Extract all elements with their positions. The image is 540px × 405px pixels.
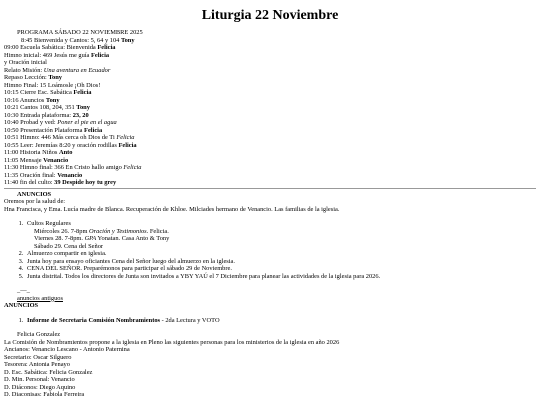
program-line-text: 11:00 Historia Niños bbox=[4, 149, 59, 156]
list-item bbox=[25, 250, 536, 258]
program-line-text: Relato Misión: bbox=[4, 66, 44, 74]
list-item bbox=[25, 220, 536, 250]
subitem-text: . Felicia. bbox=[146, 227, 169, 235]
program-line-bold: Felicia bbox=[73, 89, 92, 96]
program-line-italic: Felicia bbox=[123, 164, 142, 171]
program-line-text: Repaso Lección: bbox=[4, 74, 49, 81]
program-line-text: y Oración inicial bbox=[4, 59, 47, 66]
program-line-bold: Tony bbox=[120, 36, 135, 44]
program-line bbox=[4, 179, 536, 187]
program-line-text: 10:30 Entrada plataforma: bbox=[4, 111, 73, 119]
program-line-text: Himno inicial: 469 Jesús me guía bbox=[4, 51, 91, 59]
program-line-text: Himno Final: 15 Loámosle ¡Oh Dios! bbox=[4, 81, 101, 89]
program-line bbox=[4, 164, 536, 172]
program-line-text: 11:35 Oración final: bbox=[4, 171, 58, 179]
program-line-text: 10:16 Anuncios bbox=[4, 96, 46, 104]
list-item bbox=[25, 265, 536, 273]
program-line-bold: Felicia bbox=[97, 44, 116, 51]
program-line-text: 10:51 Himno: 446 Más cerca oh Dios de Ti bbox=[4, 134, 117, 141]
divider bbox=[4, 188, 536, 189]
announcements-heading: ANUNCIOS bbox=[17, 190, 52, 198]
subitem-text: Viernes 28. 7-8pm. bbox=[34, 235, 85, 242]
subitem-text: Yonatan. Casa Anto & Tony bbox=[96, 235, 170, 242]
program-line-bold: Venancio bbox=[43, 156, 69, 164]
list-item-text: Almuerzo compartir en iglesia. bbox=[27, 250, 107, 257]
program-line-text: 10:21 Cantos 108, 204, 351 bbox=[4, 104, 77, 111]
program-line bbox=[4, 127, 536, 135]
program-line-bold: Tony bbox=[76, 104, 90, 111]
program-line bbox=[4, 52, 536, 60]
list-item-text: Junta distrital. Todos los directores de Junta son invitados a YBY YAÚ el 7 Diciembre para planear las actividades de la iglesia para 2026. bbox=[27, 272, 381, 280]
program-line bbox=[4, 112, 536, 120]
program-line bbox=[4, 134, 536, 142]
program-list bbox=[4, 37, 536, 187]
program-heading: PROGRAMA SÁBADO 22 NOVIEMBRE 2025 bbox=[17, 29, 143, 36]
program-line-italic: Una aventura en Ecuador bbox=[43, 66, 111, 74]
program-line-text: 10:40 Probad y ved: bbox=[4, 119, 58, 126]
program-line-bold: Felicia bbox=[90, 51, 110, 59]
program-line bbox=[4, 97, 536, 105]
program-line bbox=[4, 157, 536, 165]
spacer bbox=[4, 310, 536, 317]
program-line-text: 09:00 Escuela Sabática: Bienvenida bbox=[4, 44, 98, 51]
program-line-italic: Poner el pie en el agua bbox=[57, 119, 117, 126]
list-item-text: CENA DEL SEÑOR. Preparémonos para participar el sábado 29 de Noviembre. bbox=[27, 265, 232, 272]
list-item bbox=[25, 317, 536, 325]
program-line bbox=[4, 104, 536, 112]
commission-list bbox=[4, 317, 536, 325]
pray-text: Hna Francisca, y Ema. Lucía madre de Blanca. Recuperación de Khloe. Milciades hermano de Venancio. Las familias de la iglesia. bbox=[4, 205, 340, 213]
program-line bbox=[4, 119, 536, 127]
program-line-text: 11:40 fin del culto: bbox=[4, 179, 55, 186]
page-title: Liturgia 22 Noviembre bbox=[201, 8, 339, 23]
announcements2-heading: ANUNCIOS bbox=[4, 302, 39, 309]
subitem-italic: GPA bbox=[84, 235, 97, 242]
list-subitem bbox=[27, 228, 536, 236]
list-item bbox=[25, 273, 536, 281]
role-line: D. Min. Personal: Venancio bbox=[4, 376, 75, 383]
program-line-bold: Felicia bbox=[118, 141, 137, 149]
program-line-text: 11:30 Himno final: 366 En Cristo hallo amigo bbox=[4, 164, 124, 171]
program-line-bold: Anto bbox=[58, 149, 73, 156]
list-item-text: Junta hoy para ensayo oficiantes Cena del Señor luego del almuerzo en la iglesia. bbox=[27, 257, 235, 265]
program-line bbox=[4, 67, 536, 75]
program-line-text: 11:05 Mensaje bbox=[4, 156, 44, 164]
program-line-text: 10:15 Cierre Esc. Sabática bbox=[4, 89, 74, 96]
role-line: Secretario: Oscar Silguero bbox=[4, 353, 72, 361]
list-item bbox=[25, 258, 536, 266]
program-line-text: 10:50 Presentación Plataforma bbox=[4, 126, 85, 134]
role-line: Tesorera: Antonia Penayo bbox=[4, 361, 70, 368]
announcements-list bbox=[4, 220, 536, 280]
program-line bbox=[4, 82, 536, 90]
program-line-text: 8:45 Bienvenida y Cantos: 5, 64 y 104 bbox=[21, 36, 121, 44]
program-line-text: 10:55 Leer: Jeremías 8:20 y oración rodillas bbox=[4, 141, 119, 149]
role-line: D. Esc. Sabática: Felicia Gonzalez bbox=[4, 368, 93, 376]
spacer bbox=[4, 213, 536, 220]
program-line-bold: 39 Despide hoy tu grey bbox=[54, 179, 117, 186]
program-line-bold: Venancio bbox=[57, 171, 83, 179]
commission-report-subtitle: - 2da Lectura y VOTO bbox=[160, 316, 220, 324]
program-line-bold: Tony bbox=[48, 74, 62, 81]
program-line-bold: 23, 20 bbox=[72, 111, 89, 119]
role-line: D. Diaconisas: Fabiola Ferreira bbox=[4, 391, 85, 398]
list-item-text: Cultos Regulares bbox=[27, 220, 71, 227]
subitem-text: Sábado 29. Cena del Señor bbox=[34, 242, 104, 250]
subitem-text: Miércoles 26. 7-8pm bbox=[34, 227, 90, 235]
spacer bbox=[4, 324, 536, 331]
program-line-italic: Felicia bbox=[116, 134, 135, 141]
program-line bbox=[4, 37, 536, 45]
roles-list bbox=[4, 346, 536, 399]
program-line bbox=[4, 74, 536, 82]
program-line bbox=[4, 59, 536, 67]
list-subitem bbox=[27, 235, 536, 243]
role-line: D. Diáconos: Diego Aquino bbox=[4, 383, 76, 391]
separator-text: _—_ bbox=[17, 287, 30, 294]
program-line bbox=[4, 142, 536, 150]
list-subitem bbox=[27, 243, 536, 251]
program-line-bold: Tony bbox=[45, 96, 60, 104]
program-line bbox=[4, 172, 536, 180]
commission-intro: La Comisión de Nombramientos propone a la iglesia en Pleno las siguientes personas para los ministerios de la iglesia en año 2026 bbox=[4, 338, 340, 346]
subitem-italic: Oración y Testimonios bbox=[89, 227, 147, 235]
old-announcements-link[interactable]: anuncios antiguos bbox=[17, 294, 63, 302]
spacer bbox=[4, 280, 536, 287]
signer-name: Felicia Gonzalez bbox=[17, 331, 61, 338]
program-line bbox=[4, 89, 536, 97]
pray-intro: Oremos por la salud de: bbox=[4, 198, 66, 205]
program-line bbox=[4, 44, 536, 52]
role-line: Ancianos: Venancio Lescano - Antonio Paternina bbox=[4, 346, 130, 353]
commission-report-title: Informe de Secretaria Comisión Nombramientos bbox=[27, 316, 160, 324]
program-line bbox=[4, 149, 536, 157]
program-line-bold: Felicia bbox=[84, 126, 103, 134]
